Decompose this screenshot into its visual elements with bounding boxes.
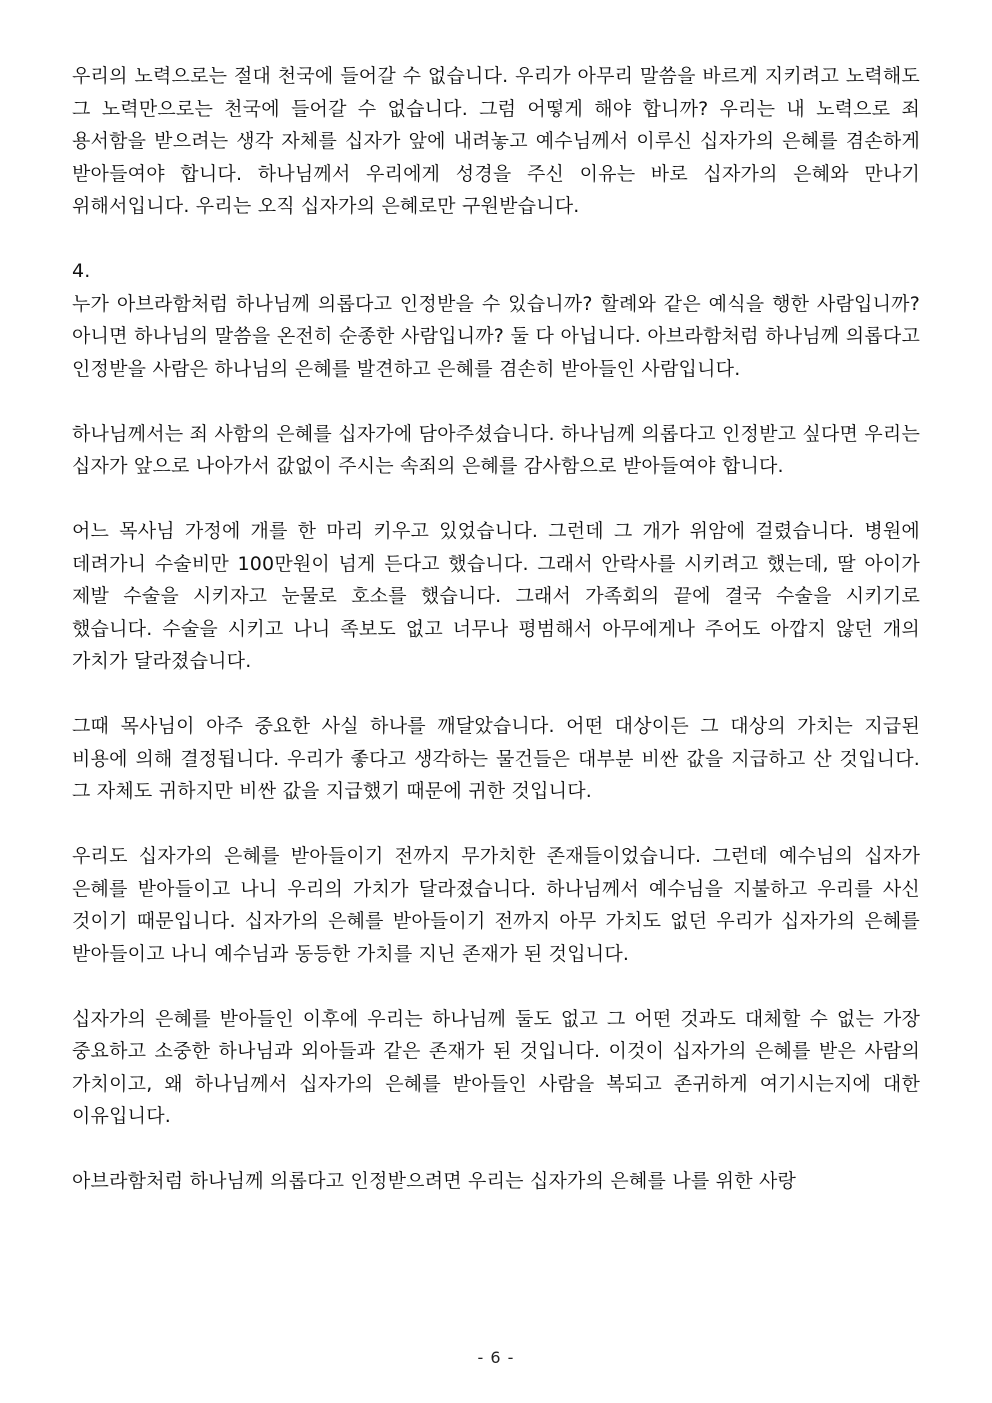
paragraph-6: 우리도 십자가의 은혜를 받아들이기 전까지 무가치한 존재들이었습니다. 그런데 예수님의 십자가 은혜를 받아들이고 나니 우리의 가치가 달라졌습니다. 하나님께서 예수님을 지불하고 우리를 사신 것이기 때문입니다. 십자가의 은혜를 받아들이기 전까지 아무 가치도 없던 우리가 십자가의 은혜를 받아들이고 나니 예수님과 동등한 가치를 지닌 존재가 된 것입니다. (72, 845, 920, 965)
document-body (72, 60, 920, 1230)
paragraph-3: 하나님께서는 죄 사함의 은혜를 십자가에 담아주셨습니다. 하나님께 의롭다고 인정받고 싶다면 우리는 십자가 앞으로 나아가서 값없이 주시는 속죄의 은혜를 감사함으로 받아들여야 합니다. (72, 422, 920, 477)
page-number: - 6 - (477, 1348, 515, 1367)
paragraph-7: 십자가의 은혜를 받아들인 이후에 우리는 하나님께 둘도 없고 그 어떤 것과도 대체할 수 없는 가장 중요하고 소중한 하나님과 외아들과 같은 존재가 된 것입니다. 이것이 십자가의 은혜를 받은 사람의 가치이고, 왜 하나님께서 십자가의 은혜를 받아들인 사람을 복되고 존귀하게 여기시는지에 대한 이유입니다. (72, 1007, 920, 1127)
paragraph-2: 누가 아브라함처럼 하나님께 의롭다고 인정받을 수 있습니까? 할례와 같은 예식을 행한 사람입니까? 아니면 하나님의 말씀을 온전히 순종한 사람입니까? 둘 다 아닙니다. 아브라함처럼 하나님께 의롭다고 인정받을 사람은 하나님의 은혜를 발견하고 은혜를 겸손히 받아들인 사람입니다. (72, 292, 920, 380)
paragraph-8: 아브라함처럼 하나님께 의롭다고 인정받으려면 우리는 십자가의 은혜를 나를 위한 사랑 (72, 1170, 797, 1192)
paragraph-4: 어느 목사님 가정에 개를 한 마리 키우고 있었습니다. 그런데 그 개가 위암에 걸렸습니다. 병원에 데려가니 수술비만 100만원이 넘게 든다고 했습니다. 그래서 안락사를 시키려고 했는데, 딸 아이가 제발 수술을 시키자고 눈물로 호소를 했습니다. 그래서 가족회의 끝에 결국 수술을 시키기로 했습니다. 수술을 시키고 나니 족보도 없고 너무나 평범해서 아무에게나 주어도 아깝지 않던 개의 가치가 달라졌습니다. (72, 520, 920, 672)
section-number: 4. (72, 260, 91, 282)
paragraph-1: 우리의 노력으로는 절대 천국에 들어갈 수 없습니다. 우리가 아무리 말씀을 바르게 지키려고 노력해도 그 노력만으로는 천국에 들어갈 수 없습니다. 그럼 어떻게 해야 합니까? 우리는 내 노력으로 죄 용서함을 받으려는 생각 자체를 십자가 앞에 내려놓고 예수님께서 이루신 십자가의 은혜를 겸손하게 받아들여야 합니다. 하나님께서 우리에게 성경을 주신 이유는 바로 십자가의 은혜와 만나기 위해서입니다. 우리는 오직 십자가의 은혜로만 구원받습니다. (72, 65, 920, 217)
paragraph-5: 그때 목사님이 아주 중요한 사실 하나를 깨달았습니다. 어떤 대상이든 그 대상의 가치는 지급된 비용에 의해 결정됩니다. 우리가 좋다고 생각하는 물건들은 대부분 비싼 값을 지급하고 산 것입니다. 그 자체도 귀하지만 비싼 값을 지급했기 때문에 귀한 것입니다. (72, 715, 920, 802)
